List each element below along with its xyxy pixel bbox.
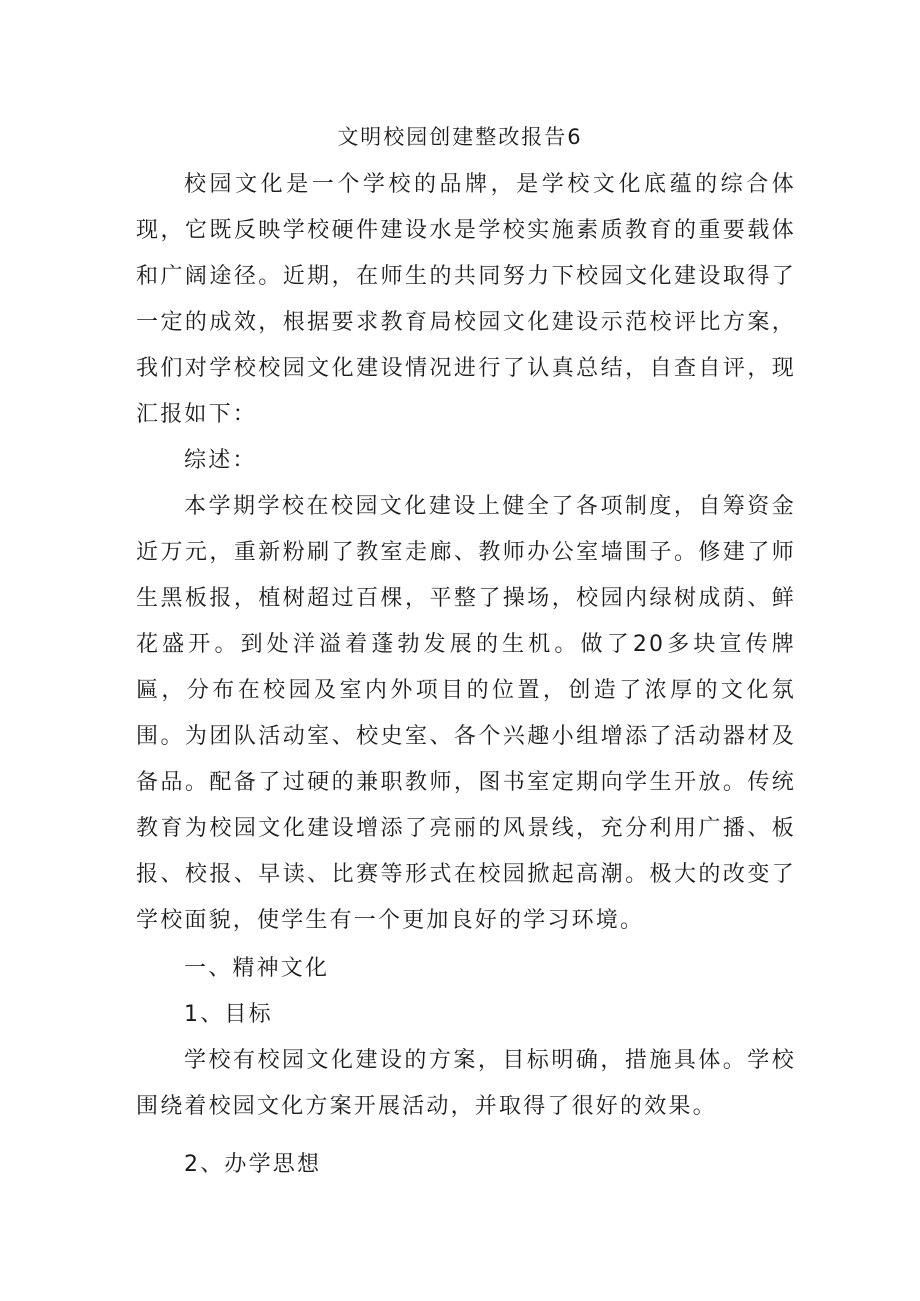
subsection-heading-philosophy: 2、办学思想 [184,1152,322,1177]
subsection-heading-goal: 1、目标 [184,1002,273,1027]
document-title: 文明校园创建整改报告6 [337,125,583,149]
document-body [136,162,796,1188]
summary-paragraph: 本学期学校在校园文化建设上健全了各项制度，自筹资金近万元，重新粉刷了教室走廊、教师办公室墙围子。修建了师生黑板报，植树超过百棵，平整了操场，校园内绿树成荫、鲜花盛开。到处洋溢着蓬勃发展的生机。做了20多块宣传牌匾，分布在校园及室内外项目的位置，创造了浓厚的文化氛围。为团队活动室、校史室、各个兴趣小组增添了活动器材及备品。配备了过硬的兼职教师，图书室定期向学生开放。传统教育为校园文化建设增添了亮丽的风景线，充分利用广播、板报、校报、早读、比赛等形式在校园掀起高潮。极大的改变了学校面貌，使学生有一个更加良好的学习环境。 [136,494,796,933]
summary-heading: 综述： [184,448,257,473]
section-heading-spiritual-culture: 一、精神文化 [184,956,330,981]
intro-paragraph: 校园文化是一个学校的品牌，是学校文化底蕴的综合体现，它既反映学校硬件建设水是学校实施素质教育的重要载体和广阔途径。近期，在师生的共同努力下校园文化建设取得了一定的成效，根据要求教育局校园文化建设示范校评比方案，我们对学校校园文化建设情况进行了认真总结，自查自评，现汇报如下： [136,172,796,427]
goal-paragraph: 学校有校园文化建设的方案，目标明确，措施具体。学校围绕着校园文化方案开展活动，并取得了很好的效果。 [136,1048,796,1119]
spacer [136,1130,796,1142]
